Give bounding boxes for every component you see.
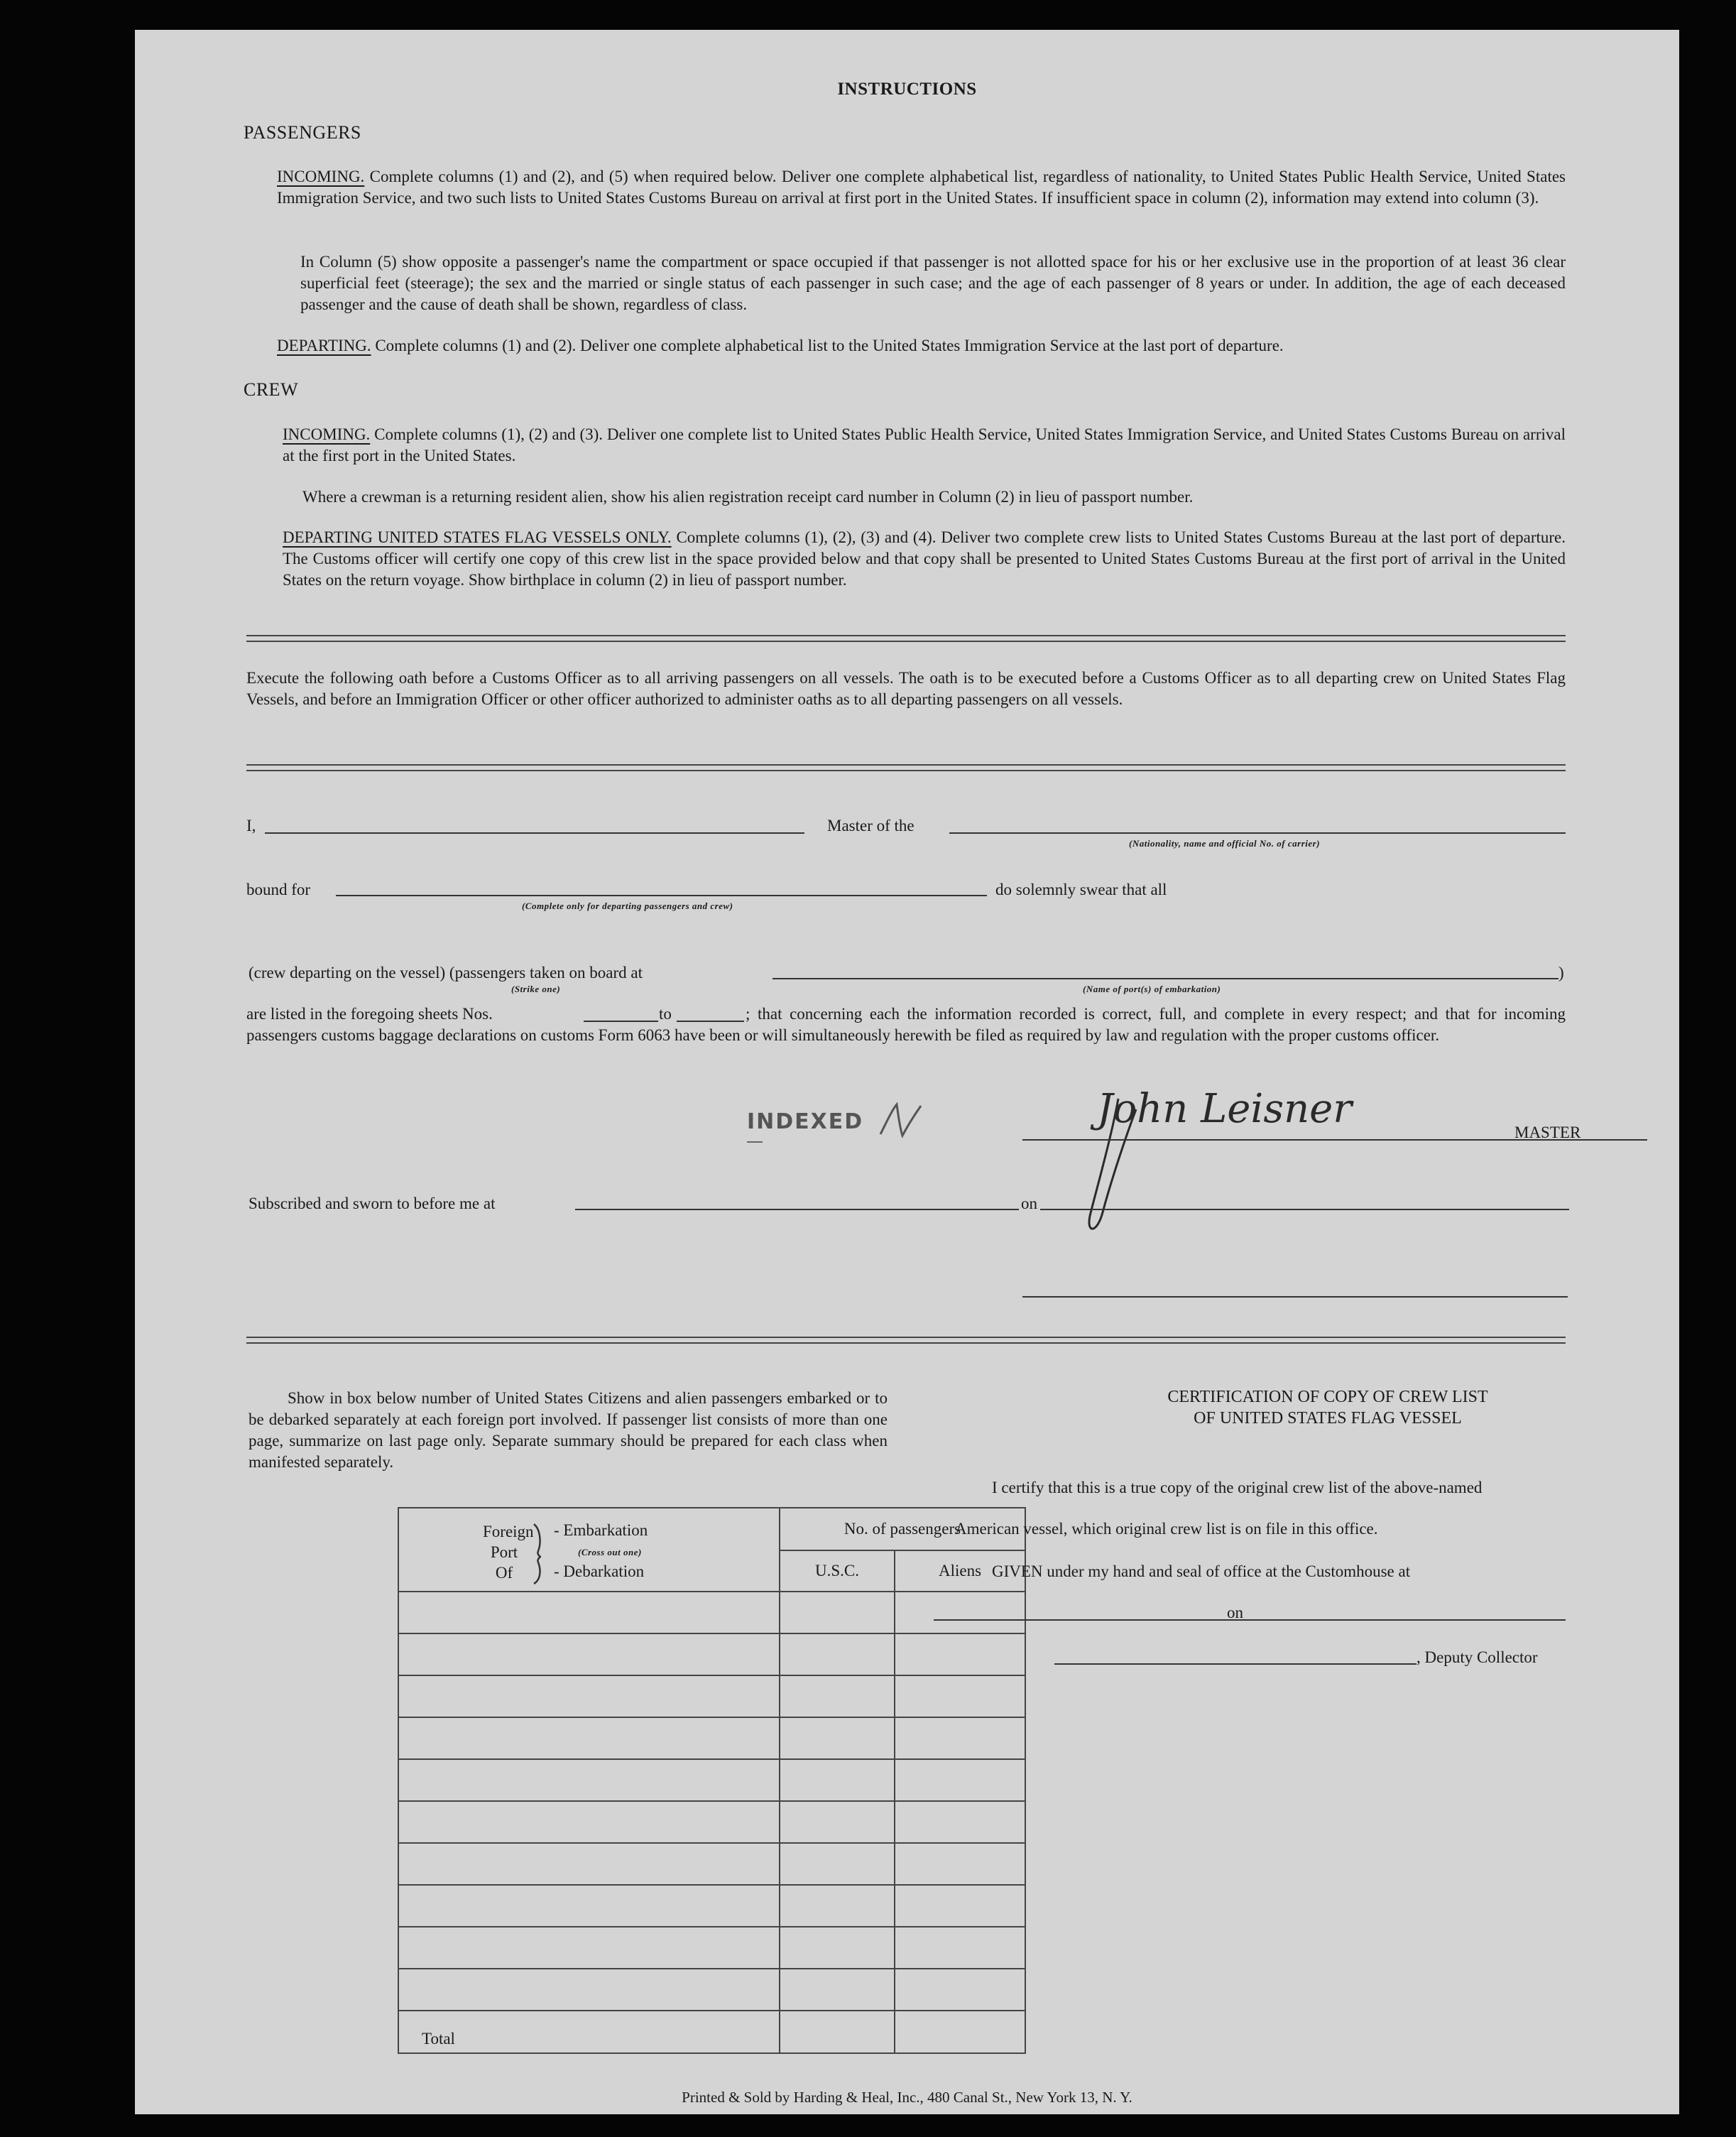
port-cell[interactable]	[398, 1843, 780, 1885]
crew-crewman-paragraph: Where a crewman is a returning resident alien, show his alien registration receipt card number in Column (2) in lieu of passport number.	[302, 488, 1194, 506]
certification-date-line	[1246, 1619, 1566, 1621]
usc-cell[interactable]	[780, 1843, 895, 1885]
printer-footer: Printed & Sold by Harding & Heal, Inc., 480 Canal St., New York 13, N. Y.	[682, 2089, 1132, 2106]
close-paren: )	[1558, 964, 1564, 982]
port-label: Port	[490, 1543, 518, 1561]
indexed-stamp: INDEXED	[747, 1109, 864, 1134]
passengers-incoming-paragraph	[277, 166, 1566, 209]
listed-to-label: to	[659, 1005, 672, 1023]
no-of-passengers-header: No. of passengers	[780, 1508, 1025, 1550]
aliens-cell[interactable]	[895, 1927, 1025, 1969]
crew-incoming-paragraph	[283, 424, 1566, 467]
table-row	[398, 1927, 1025, 1969]
usc-header: U.S.C.	[780, 1550, 895, 1592]
crew-departing-label: (crew departing on the vessel) (passengers taken on board at	[249, 964, 643, 982]
usc-cell[interactable]	[780, 1675, 895, 1717]
crew-incoming-label: INCOMING.	[283, 425, 371, 443]
port-cell[interactable]	[398, 1633, 780, 1675]
port-header-cell	[398, 1508, 780, 1592]
aliens-cell[interactable]	[895, 1969, 1025, 2011]
table-row	[398, 1759, 1025, 1801]
usc-cell[interactable]	[780, 1885, 895, 1927]
aliens-cell[interactable]	[895, 1801, 1025, 1843]
divider	[246, 1337, 1566, 1344]
crew-departing-paragraph	[283, 527, 1566, 591]
bound-for-line	[336, 895, 987, 896]
master-signature	[1069, 1031, 1353, 1237]
nationality-note: (Nationality, name and official No. of carrier)	[1129, 838, 1321, 849]
usc-cell[interactable]	[780, 1927, 895, 1969]
aliens-cell[interactable]	[895, 1592, 1025, 1633]
subscribed-label: Subscribed and sworn to before me at	[249, 1195, 496, 1212]
certification-line1: I certify that this is a true copy of the original crew list of the above-named	[992, 1479, 1483, 1496]
port-cell[interactable]	[398, 1759, 780, 1801]
sworn-on-label: on	[1021, 1195, 1037, 1212]
port-cell[interactable]	[398, 1675, 780, 1717]
embarkation-label[interactable]: - Embarkation	[554, 1521, 648, 1539]
bound-for-label: bound for	[246, 881, 311, 898]
aliens-cell[interactable]	[895, 1843, 1025, 1885]
certification-on-label: on	[1227, 1604, 1243, 1621]
table-row	[398, 1801, 1025, 1843]
indexed-mark-icon	[877, 1099, 927, 1141]
total-label: Total	[398, 2011, 780, 2053]
deputy-collector-line	[1054, 1663, 1416, 1665]
aliens-cell[interactable]	[895, 1885, 1025, 1927]
aliens-total-cell[interactable]	[895, 2011, 1025, 2053]
strike-note: (Strike one)	[511, 984, 561, 994]
indexed-underline	[747, 1141, 763, 1143]
carrier-line	[949, 832, 1566, 834]
listed-a-label: are listed in the foregoing sheets Nos.	[246, 1005, 493, 1023]
divider	[246, 764, 1566, 771]
crew-incoming-text: Complete columns (1), (2) and (3). Deliver one complete list to United States Public Health Service, United States Immigration Service, and United States Customs Bureau on arrival at the first port in the United States.	[283, 425, 1566, 464]
table-row	[398, 1885, 1025, 1927]
of-label: Of	[495, 1564, 513, 1582]
debarkation-label[interactable]: - Debarkation	[554, 1562, 645, 1580]
port-cell[interactable]	[398, 1717, 780, 1759]
usc-cell[interactable]	[780, 1592, 895, 1633]
form-page	[135, 30, 1679, 2114]
usc-cell[interactable]	[780, 1717, 895, 1759]
passengers-column5-paragraph: In Column (5) show opposite a passenger's name the compartment or space occupied if that passenger is not allotted space for his or her exclusive use in the proportion of at least 36 clear superficial feet (steerage); the sex and the married or single status of each passenger in such case; and the age of each passenger of 8 years or under. In addition, the age of each deceased passenger and the cause of death shall be shown, regardless of class.	[300, 253, 1566, 313]
port-cell[interactable]	[398, 1927, 780, 1969]
aliens-header: Aliens	[895, 1550, 1025, 1592]
master-label: MASTER	[1514, 1124, 1581, 1141]
deputy-collector-label: , Deputy Collector	[1416, 1648, 1538, 1666]
port-cell[interactable]	[398, 1801, 780, 1843]
table-row	[398, 1675, 1025, 1717]
oath-i-label: I,	[246, 817, 256, 834]
page-title: INSTRUCTIONS	[837, 80, 977, 99]
table-row	[398, 1843, 1025, 1885]
table-row	[398, 1633, 1025, 1675]
table-row	[398, 1717, 1025, 1759]
passengers-departing-paragraph	[277, 335, 1566, 357]
passengers-incoming-label: INCOMING.	[277, 168, 365, 185]
usc-cell[interactable]	[780, 1633, 895, 1675]
passengers-incoming-text: Complete columns (1) and (2), and (5) when required below. Deliver one complete alphabetical list, regardless of nationality, to United States Public Health Service, United States Immigration Service, and two such lists to United States Customs Bureau on arrival at first port in the United States. If insufficient space in column (2), information may extend into column (3).	[277, 168, 1566, 207]
master-name-line	[265, 832, 804, 834]
usc-cell[interactable]	[780, 1801, 895, 1843]
port-cell[interactable]	[398, 1592, 780, 1633]
certification-line2: American vessel, which original crew list is on file in this office.	[955, 1520, 1378, 1538]
cross-out-note: (Cross out one)	[578, 1547, 642, 1557]
crew-departing-label: DEPARTING UNITED STATES FLAG VESSELS ONLY.	[283, 528, 672, 546]
aliens-cell[interactable]	[895, 1633, 1025, 1675]
divider	[246, 635, 1566, 642]
table-row	[398, 1969, 1025, 2011]
passengers-departing-label: DEPARTING.	[277, 337, 371, 354]
customhouse-line	[934, 1619, 1250, 1621]
swear-label: do solemnly swear that all	[995, 881, 1167, 898]
listed-b-text: ; that concerning each the information recorded is correct, full, and complete in every respect; and that for incoming passengers customs baggage declarations on customs Form 6063 have been or will simultaneously herewith be filed as required by law and regulation with the proper customs officer.	[246, 1005, 1566, 1044]
signature-text: John Leisner	[1097, 1086, 1353, 1132]
crew-departing-text: Complete columns (1), (2), (3) and (4). Deliver two complete crew lists to United States Customs Bureau at the last port of departure. The Customs officer will certify one copy of this crew list in the space provided below and that copy shall be presented to United States Customs Bureau at the first port of arrival in the United States on the return voyage. Show birthplace in column (2) in lieu of passport number.	[283, 528, 1566, 589]
usc-total-cell[interactable]	[780, 2011, 895, 2053]
foreign-label: Foreign	[483, 1523, 534, 1540]
officer-signature-line	[1022, 1296, 1568, 1298]
usc-cell[interactable]	[780, 1759, 895, 1801]
certification-line3: GIVEN under my hand and seal of office at the Customhouse at	[992, 1562, 1411, 1580]
summary-instructions: Show in box below number of United States Citizens and alien passengers embarked or to be debarked separately at each foreign port involved. If passenger list consists of more than one page, summarize on last page only. Separate summary should be prepared for each class when manifested separately.	[249, 1389, 888, 1471]
passengers-departing-text: Complete columns (1) and (2). Deliver one complete alphabetical list to the United States Immigration Service at the last port of departure.	[371, 337, 1284, 354]
aliens-cell[interactable]	[895, 1759, 1025, 1801]
aliens-cell[interactable]	[895, 1717, 1025, 1759]
sworn-date-line	[1040, 1209, 1569, 1210]
brace-icon	[531, 1523, 548, 1585]
crew-heading: CREW	[244, 379, 299, 400]
aliens-cell[interactable]	[895, 1675, 1025, 1717]
certification-title	[1079, 1386, 1576, 1429]
total-row	[398, 2011, 1025, 2053]
master-of-the-label: Master of the	[827, 817, 915, 834]
port-cell[interactable]	[398, 1969, 780, 2011]
passenger-summary-table	[398, 1507, 1026, 2054]
certification-title-line2: OF UNITED STATES FLAG VESSEL	[1194, 1409, 1462, 1428]
bound-note: (Complete only for departing passengers and crew)	[522, 901, 733, 911]
table-row	[398, 1592, 1025, 1633]
usc-cell[interactable]	[780, 1969, 895, 2011]
oath-intro: Execute the following oath before a Customs Officer as to all arriving passengers on all vessels. The oath is to be executed before a Customs Officer as to all departing crew on United States Flag Vessels, and before an Immigration Officer or other officer authorized to administer oaths as to all departing passengers on all vessels.	[246, 669, 1566, 708]
embarkation-port-line	[773, 978, 1558, 979]
port-cell[interactable]	[398, 1885, 780, 1927]
port-note: (Name of port(s) of embarkation)	[1083, 984, 1221, 994]
certification-title-line1: CERTIFICATION OF COPY OF CREW LIST	[1167, 1388, 1488, 1406]
sworn-place-line	[575, 1209, 1019, 1210]
passengers-heading: PASSENGERS	[244, 122, 361, 143]
